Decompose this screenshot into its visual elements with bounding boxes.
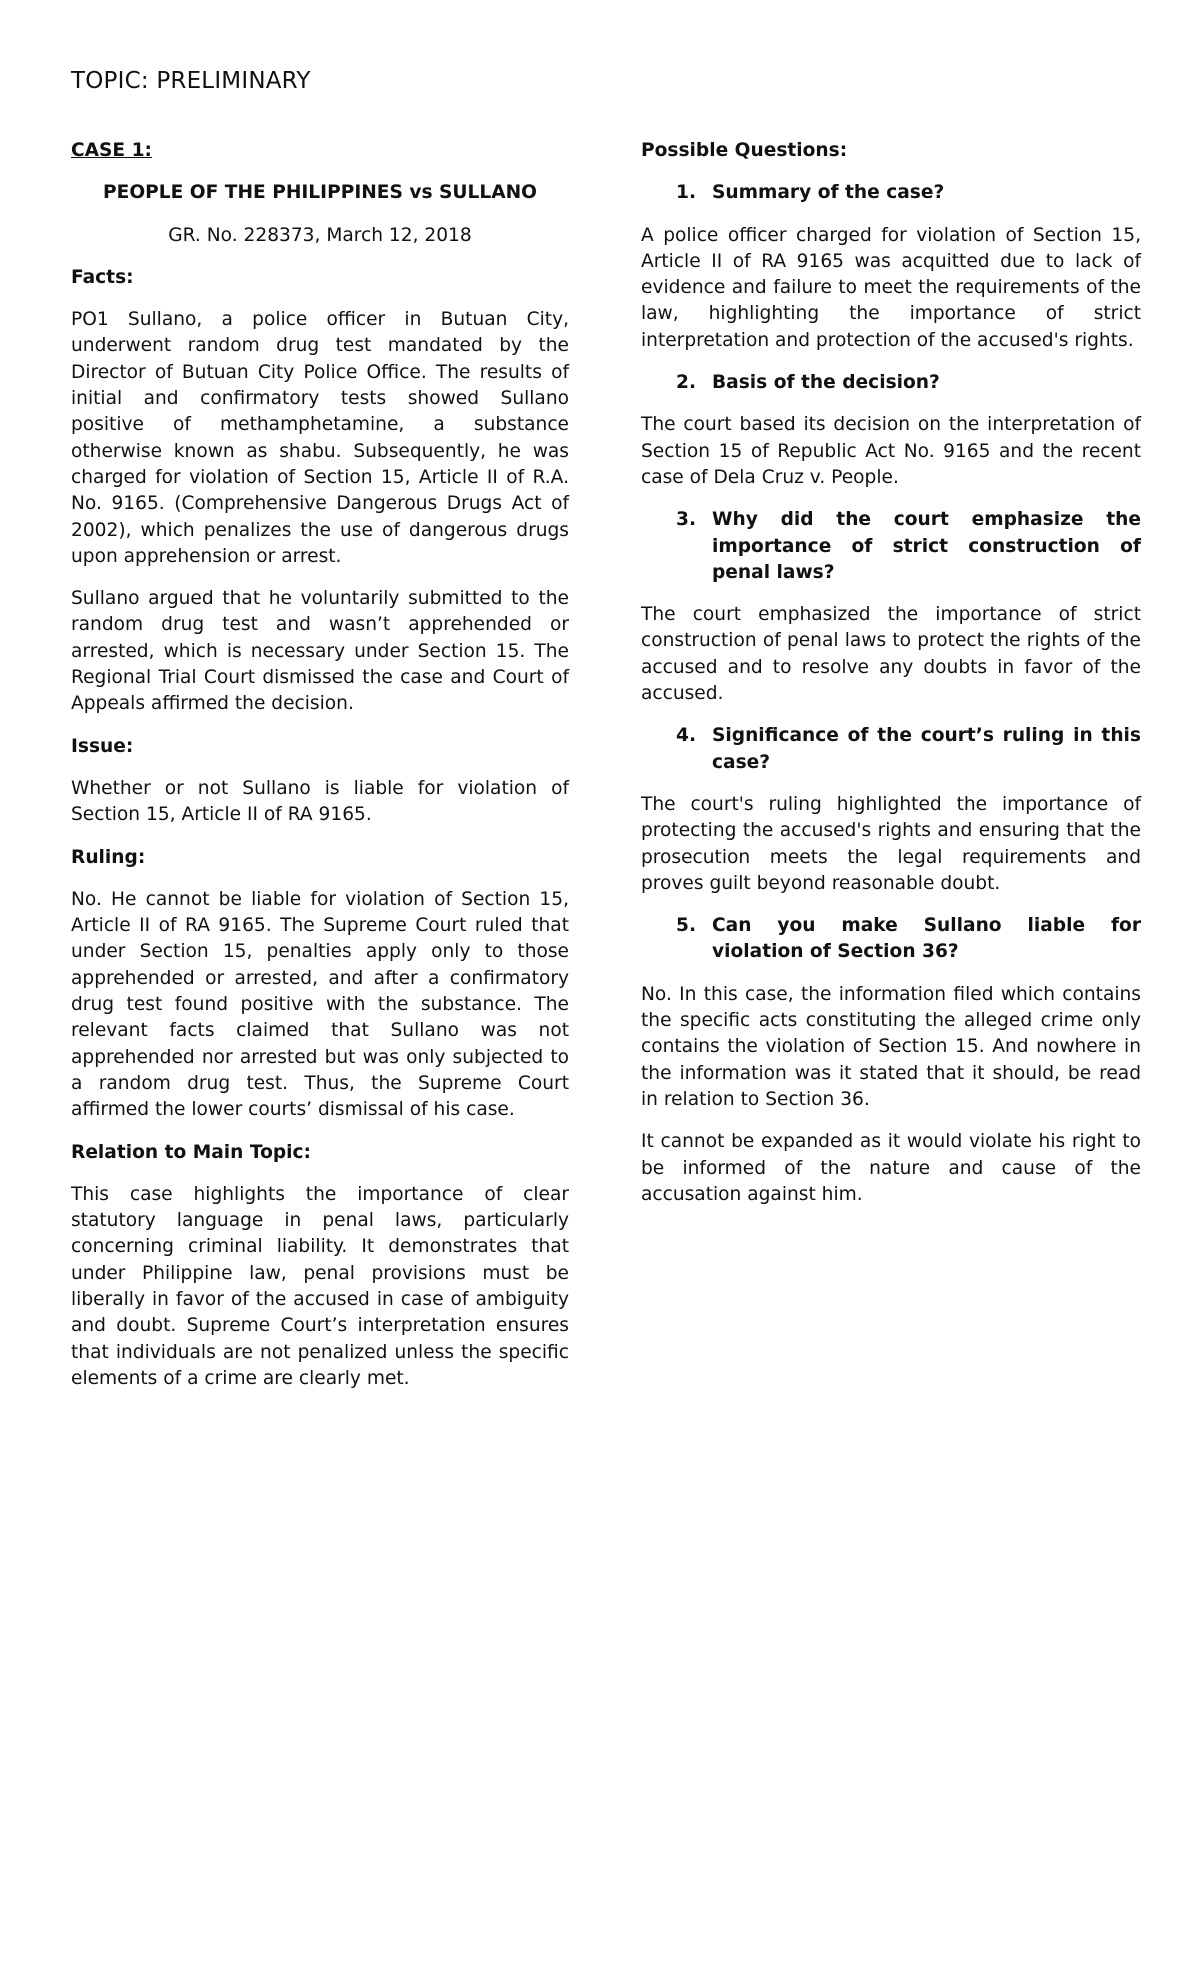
facts-paragraph: Sullano argued that he voluntarily submitted to the random drug test and wasn’t apprehended or arrested, which is necessary under Section 15. The Regional Trial Court dismissed the case and Court of Appeals affirmed the decision.	[71, 588, 569, 715]
relation-heading: Relation to Main Topic:	[71, 1141, 311, 1163]
questions-column	[641, 138, 1141, 1224]
answer-paragraph: The court's ruling highlighted the importance of protecting the accused's rights and ensuring that the prosecution meets the legal requirements and proves guilt beyond reasonable doubt.	[641, 793, 1141, 894]
topic-heading: TOPIC: PRELIMINARY	[71, 68, 311, 94]
question-item	[641, 723, 1141, 776]
question-number: 4.	[676, 725, 697, 747]
case-citation: GR. No. 228373, March 12, 2018	[168, 224, 472, 246]
ruling-paragraph: No. He cannot be liable for violation of Section 15, Article II of RA 9165. The Supreme Court ruled that under Section 15, penalties apply only to those apprehended or arrested, and after a confirmatory drug test found positive with the substance. The relevant facts claimed that Sullano was not apprehended nor arrested but was only subjected to a random drug test. Thus, the Supreme Court affirmed the lower courts’ dismissal of his case.	[71, 888, 569, 1121]
answer-paragraph: The court based its decision on the interpretation of Section 15 of Republic Act No. 9165 and the recent case of Dela Cruz v. People.	[641, 414, 1141, 488]
facts-paragraph: PO1 Sullano, a police officer in Butuan City, underwent random drug test mandated by the Director of Butuan City Police Office. The results of initial and confirmatory tests showed Sullano positive of methamphetamine, a substance otherwise known as shabu. Subsequently, he was charged for violation of Section 15, Article II of R.A. No. 9165. (Comprehensive Dangerous Drugs Act of 2002), which penalizes the use of dangerous drugs upon apprehension or arrest.	[71, 309, 569, 567]
questions-heading: Possible Questions:	[641, 140, 848, 161]
case-label: CASE 1:	[71, 140, 152, 161]
question-item	[641, 370, 1141, 396]
facts-heading: Facts:	[71, 266, 134, 288]
relation-paragraph: This case highlights the importance of clear statutory language in penal laws, particularly concerning criminal liability. It demonstrates that under Philippine law, penal provisions must be liberally in favor of the accused in case of ambiguity and doubt. Supreme Court’s interpretation ensures that individuals are not penalized unless the specific elements of a crime are clearly met.	[71, 1183, 569, 1389]
question-item	[641, 507, 1141, 586]
case-column	[71, 138, 569, 1408]
issue-heading: Issue:	[71, 735, 134, 757]
question-item	[641, 180, 1141, 206]
question-number: 3.	[676, 509, 697, 531]
question-text: Can you make Sullano liable for violation of Section 36?	[712, 915, 1141, 963]
question-number: 1.	[676, 182, 697, 204]
question-number: 2.	[676, 372, 697, 394]
case-title: PEOPLE OF THE PHILIPPINES vs SULLANO	[103, 182, 537, 204]
question-item	[641, 913, 1141, 966]
answer-paragraph: No. In this case, the information filed which contains the specific acts constituting the alleged crime only contains the violation of Section 15. And nowhere in the information was it stated that it should, be read in relation to Section 36.	[641, 983, 1141, 1110]
ruling-heading: Ruling:	[71, 846, 146, 868]
question-text: Why did the court emphasize the importance of strict construction of penal laws?	[712, 509, 1141, 583]
question-text: Significance of the court’s ruling in this case?	[712, 725, 1141, 773]
issue-paragraph: Whether or not Sullano is liable for violation of Section 15, Article II of RA 9165.	[71, 777, 569, 826]
question-number: 5.	[676, 915, 697, 937]
answer-paragraph: A police officer charged for violation of Section 15, Article II of RA 9165 was acquitted due to lack of evidence and failure to meet the requirements of the law, highlighting the importance of strict interpretation and protection of the accused's rights.	[641, 224, 1141, 351]
question-text: Summary of the case?	[712, 182, 945, 204]
answer-paragraph: The court emphasized the importance of strict construction of penal laws to protect the rights of the accused and to resolve any doubts in favor of the accused.	[641, 604, 1141, 705]
question-text: Basis of the decision?	[712, 372, 940, 394]
answer-paragraph: It cannot be expanded as it would violate his right to be informed of the nature and cause of the accusation against him.	[641, 1131, 1141, 1205]
